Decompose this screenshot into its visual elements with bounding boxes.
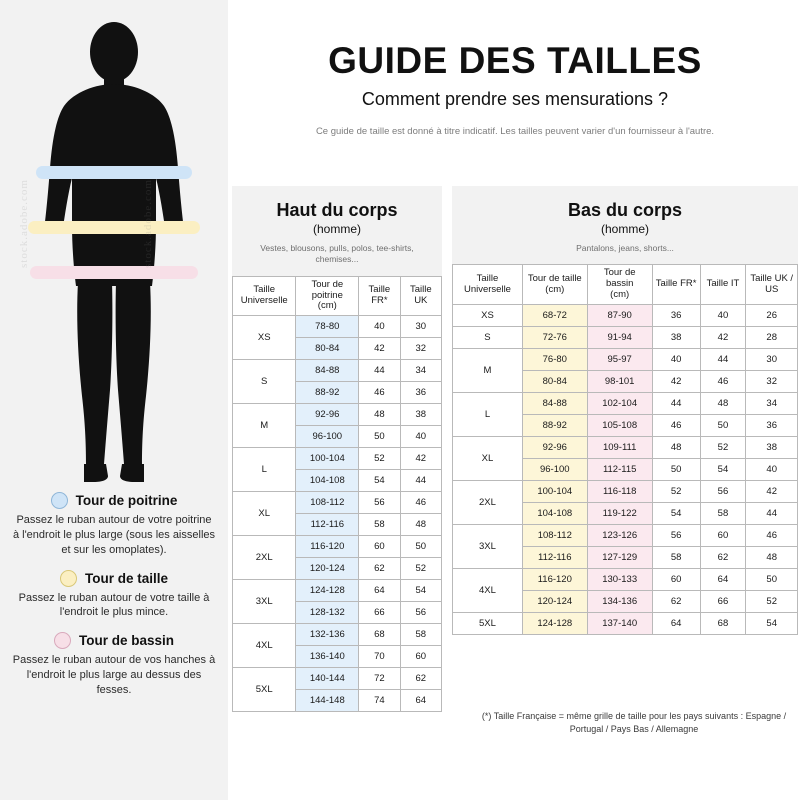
- data-cell: 140-144: [296, 668, 359, 690]
- size-cell: M: [453, 348, 523, 392]
- size-cell: L: [233, 448, 296, 492]
- legend-title-chest: Tour de poitrine: [75, 493, 178, 508]
- column-header: Tour de poitrine (cm): [296, 276, 359, 316]
- lower-body-subtitle: (homme): [600, 221, 649, 236]
- watermark-left: stock.adobe.com: [18, 179, 30, 268]
- data-cell: 84-88: [296, 360, 359, 382]
- size-cell: XS: [453, 304, 523, 326]
- data-cell: 64: [400, 690, 441, 712]
- data-cell: 116-120: [296, 536, 359, 558]
- column-header: Taille UK / US: [746, 265, 798, 305]
- size-cell: L: [453, 392, 523, 436]
- data-cell: 40: [359, 316, 400, 338]
- data-cell: 62: [652, 590, 700, 612]
- body-silhouette: [0, 18, 228, 498]
- column-header: Taille FR*: [652, 265, 700, 305]
- lower-body-title: Bas du corps: [567, 200, 683, 220]
- data-cell: 88-92: [296, 382, 359, 404]
- data-cell: 78-80: [296, 316, 359, 338]
- table-row: [453, 568, 798, 590]
- data-cell: 44: [652, 392, 700, 414]
- column-header: Taille FR*: [359, 276, 400, 316]
- data-cell: 76-80: [522, 348, 587, 370]
- table-row: [233, 580, 442, 602]
- page-title: GUIDE DES TAILLES: [328, 40, 702, 81]
- lower-body-table: [452, 264, 798, 635]
- data-cell: 60: [400, 646, 441, 668]
- data-cell: 46: [746, 524, 798, 546]
- size-cell: S: [453, 326, 523, 348]
- data-cell: 112-116: [522, 546, 587, 568]
- data-cell: 42: [359, 338, 400, 360]
- data-cell: 52: [359, 448, 400, 470]
- column-header: Taille Universelle: [233, 276, 296, 316]
- data-cell: 60: [700, 524, 746, 546]
- data-cell: 58: [652, 546, 700, 568]
- size-cell: 5XL: [233, 668, 296, 712]
- page-subtitle: Comment prendre ses mensurations ?: [361, 89, 669, 109]
- data-cell: 48: [359, 404, 400, 426]
- lower-body-description: Pantalons, jeans, shorts...: [576, 242, 674, 253]
- data-cell: 64: [359, 580, 400, 602]
- data-cell: 132-136: [296, 624, 359, 646]
- silhouette-svg: [0, 18, 228, 498]
- table-row: [233, 668, 442, 690]
- data-cell: 50: [400, 536, 441, 558]
- data-cell: 80-84: [296, 338, 359, 360]
- data-cell: 68: [700, 612, 746, 634]
- upper-body-description: Vestes, blousons, pulls, polos, tee-shirts, chemises...: [260, 242, 414, 265]
- data-cell: 50: [746, 568, 798, 590]
- lower-body-card: [452, 186, 798, 712]
- data-cell: 92-96: [522, 436, 587, 458]
- table-header-row: [453, 265, 798, 305]
- data-cell: 44: [700, 348, 746, 370]
- hips-color-dot-icon: [54, 632, 71, 649]
- data-cell: 38: [400, 404, 441, 426]
- data-cell: 105-108: [587, 414, 652, 436]
- upper-body-title: Haut du corps: [276, 200, 398, 220]
- data-cell: 84-88: [522, 392, 587, 414]
- data-cell: 50: [700, 414, 746, 436]
- data-cell: 66: [359, 602, 400, 624]
- chest-color-dot-icon: [51, 492, 68, 509]
- data-cell: 40: [400, 426, 441, 448]
- data-cell: 28: [746, 326, 798, 348]
- data-cell: 52: [746, 590, 798, 612]
- illustration-panel: [0, 0, 228, 800]
- footnote: (*) Taille Française = même grille de taille pour les pays suivants : Espagne / Portugal / Pays Bas / Allemagne: [481, 711, 787, 734]
- data-cell: 40: [746, 458, 798, 480]
- data-cell: 68-72: [522, 304, 587, 326]
- upper-body-table: [232, 276, 442, 713]
- legend-text-hips: Passez le ruban autour de vos hanches à l'endroit le plus large au dessus des fesses.: [12, 654, 216, 696]
- data-cell: 112-116: [296, 514, 359, 536]
- data-cell: 46: [359, 382, 400, 404]
- data-cell: 116-118: [587, 480, 652, 502]
- data-cell: 62: [359, 558, 400, 580]
- data-cell: 54: [700, 458, 746, 480]
- column-header: Tour de taille (cm): [522, 265, 587, 305]
- data-cell: 32: [400, 338, 441, 360]
- data-cell: 32: [746, 370, 798, 392]
- data-cell: 68: [359, 624, 400, 646]
- size-cell: 3XL: [453, 524, 523, 568]
- data-cell: 130-133: [587, 568, 652, 590]
- data-cell: 60: [652, 568, 700, 590]
- data-cell: 52: [400, 558, 441, 580]
- table-row: [453, 480, 798, 502]
- data-cell: 124-128: [522, 612, 587, 634]
- data-cell: 102-104: [587, 392, 652, 414]
- data-cell: 40: [700, 304, 746, 326]
- data-cell: 128-132: [296, 602, 359, 624]
- data-cell: 109-111: [587, 436, 652, 458]
- table-row: [453, 392, 798, 414]
- table-row: [453, 304, 798, 326]
- data-cell: 116-120: [522, 568, 587, 590]
- data-cell: 72-76: [522, 326, 587, 348]
- legend-title-hips: Tour de bassin: [78, 633, 174, 649]
- table-row: [233, 316, 442, 338]
- upper-body-card-header: [232, 186, 442, 276]
- size-tables: [232, 186, 798, 712]
- data-cell: 62: [700, 546, 746, 568]
- column-header: Tour de bassin (cm): [587, 265, 652, 305]
- data-cell: 108-112: [522, 524, 587, 546]
- data-cell: 54: [746, 612, 798, 634]
- data-cell: 36: [746, 414, 798, 436]
- data-cell: 92-96: [296, 404, 359, 426]
- data-cell: 58: [400, 624, 441, 646]
- data-cell: 137-140: [587, 612, 652, 634]
- size-cell: 2XL: [233, 536, 296, 580]
- size-cell: 2XL: [453, 480, 523, 524]
- data-cell: 96-100: [522, 458, 587, 480]
- data-cell: 48: [700, 392, 746, 414]
- size-cell: S: [233, 360, 296, 404]
- data-cell: 46: [700, 370, 746, 392]
- data-cell: 56: [700, 480, 746, 502]
- data-cell: 36: [400, 382, 441, 404]
- data-cell: 36: [652, 304, 700, 326]
- table-row: [233, 536, 442, 558]
- data-cell: 95-97: [587, 348, 652, 370]
- data-cell: 52: [652, 480, 700, 502]
- data-cell: 46: [400, 492, 441, 514]
- data-cell: 52: [700, 436, 746, 458]
- size-cell: 5XL: [453, 612, 523, 634]
- data-cell: 54: [359, 470, 400, 492]
- data-cell: 127-129: [587, 546, 652, 568]
- waist-color-dot-icon: [60, 570, 77, 587]
- data-cell: 70: [359, 646, 400, 668]
- data-cell: 42: [700, 326, 746, 348]
- data-cell: 56: [652, 524, 700, 546]
- legend-text-chest: Passez le ruban autour de votre poitrine à l'endroit le plus large (sous les aisselles et sur les omoplates).: [12, 514, 216, 556]
- table-header-row: [233, 276, 442, 316]
- data-cell: 60: [359, 536, 400, 558]
- data-cell: 64: [700, 568, 746, 590]
- data-cell: 58: [359, 514, 400, 536]
- data-cell: 74: [359, 690, 400, 712]
- data-cell: 50: [652, 458, 700, 480]
- legend-title-waist: Tour de taille: [84, 570, 168, 586]
- data-cell: 123-126: [587, 524, 652, 546]
- chest-band: [36, 166, 192, 179]
- data-cell: 100-104: [522, 480, 587, 502]
- table-row: [453, 436, 798, 458]
- disclaimer-text: Ce guide de taille est donné à titre indicatif. Les tailles peuvent varier d'un fournisseur à l'autre.: [315, 126, 715, 137]
- size-cell: M: [233, 404, 296, 448]
- column-header: Taille UK: [400, 276, 441, 316]
- data-cell: 64: [652, 612, 700, 634]
- data-cell: 40: [652, 348, 700, 370]
- data-cell: 42: [746, 480, 798, 502]
- size-cell: XL: [233, 492, 296, 536]
- data-cell: 136-140: [296, 646, 359, 668]
- data-cell: 104-108: [522, 502, 587, 524]
- data-cell: 54: [400, 580, 441, 602]
- data-cell: 134-136: [587, 590, 652, 612]
- data-cell: 54: [652, 502, 700, 524]
- data-cell: 100-104: [296, 448, 359, 470]
- table-row: [453, 524, 798, 546]
- data-cell: 38: [652, 326, 700, 348]
- data-cell: 112-115: [587, 458, 652, 480]
- data-cell: 104-108: [296, 470, 359, 492]
- data-cell: 30: [746, 348, 798, 370]
- data-cell: 120-124: [522, 590, 587, 612]
- data-cell: 42: [400, 448, 441, 470]
- data-cell: 44: [746, 502, 798, 524]
- data-cell: 48: [652, 436, 700, 458]
- size-cell: 4XL: [233, 624, 296, 668]
- legend-item-chest: [0, 492, 228, 558]
- size-cell: XL: [453, 436, 523, 480]
- size-cell: XS: [233, 316, 296, 360]
- table-row: [453, 612, 798, 634]
- table-row: [453, 348, 798, 370]
- data-cell: 56: [400, 602, 441, 624]
- data-cell: 144-148: [296, 690, 359, 712]
- data-cell: 50: [359, 426, 400, 448]
- data-cell: 26: [746, 304, 798, 326]
- data-cell: 56: [359, 492, 400, 514]
- column-header: Taille IT: [700, 265, 746, 305]
- data-cell: 88-92: [522, 414, 587, 436]
- legend-item-waist: [0, 570, 228, 621]
- size-cell: 4XL: [453, 568, 523, 612]
- data-cell: 44: [359, 360, 400, 382]
- data-cell: 58: [700, 502, 746, 524]
- data-cell: 124-128: [296, 580, 359, 602]
- data-cell: 72: [359, 668, 400, 690]
- data-cell: 46: [652, 414, 700, 436]
- hips-band: [30, 266, 198, 279]
- data-cell: 87-90: [587, 304, 652, 326]
- table-row: [233, 404, 442, 426]
- data-cell: 30: [400, 316, 441, 338]
- waist-band: [28, 221, 200, 234]
- data-cell: 98-101: [587, 370, 652, 392]
- upper-body-card: [232, 186, 442, 712]
- column-header: Taille Universelle: [453, 265, 523, 305]
- table-row: [233, 624, 442, 646]
- table-row: [233, 360, 442, 382]
- table-row: [453, 326, 798, 348]
- lower-body-card-header: [452, 186, 798, 264]
- data-cell: 44: [400, 470, 441, 492]
- measurement-legend: [0, 492, 228, 710]
- data-cell: 42: [652, 370, 700, 392]
- data-cell: 119-122: [587, 502, 652, 524]
- legend-text-waist: Passez le ruban autour de votre taille à l'endroit le plus mince.: [18, 591, 210, 619]
- page-header: [232, 26, 798, 138]
- data-cell: 108-112: [296, 492, 359, 514]
- data-cell: 120-124: [296, 558, 359, 580]
- size-cell: 3XL: [233, 580, 296, 624]
- data-cell: 62: [400, 668, 441, 690]
- table-row: [233, 492, 442, 514]
- data-cell: 66: [700, 590, 746, 612]
- data-cell: 48: [746, 546, 798, 568]
- data-cell: 91-94: [587, 326, 652, 348]
- data-cell: 34: [400, 360, 441, 382]
- table-row: [233, 448, 442, 470]
- data-cell: 48: [400, 514, 441, 536]
- upper-body-subtitle: (homme): [312, 221, 361, 236]
- legend-item-hips: [0, 632, 228, 698]
- data-cell: 96-100: [296, 426, 359, 448]
- data-cell: 34: [746, 392, 798, 414]
- data-cell: 80-84: [522, 370, 587, 392]
- data-cell: 38: [746, 436, 798, 458]
